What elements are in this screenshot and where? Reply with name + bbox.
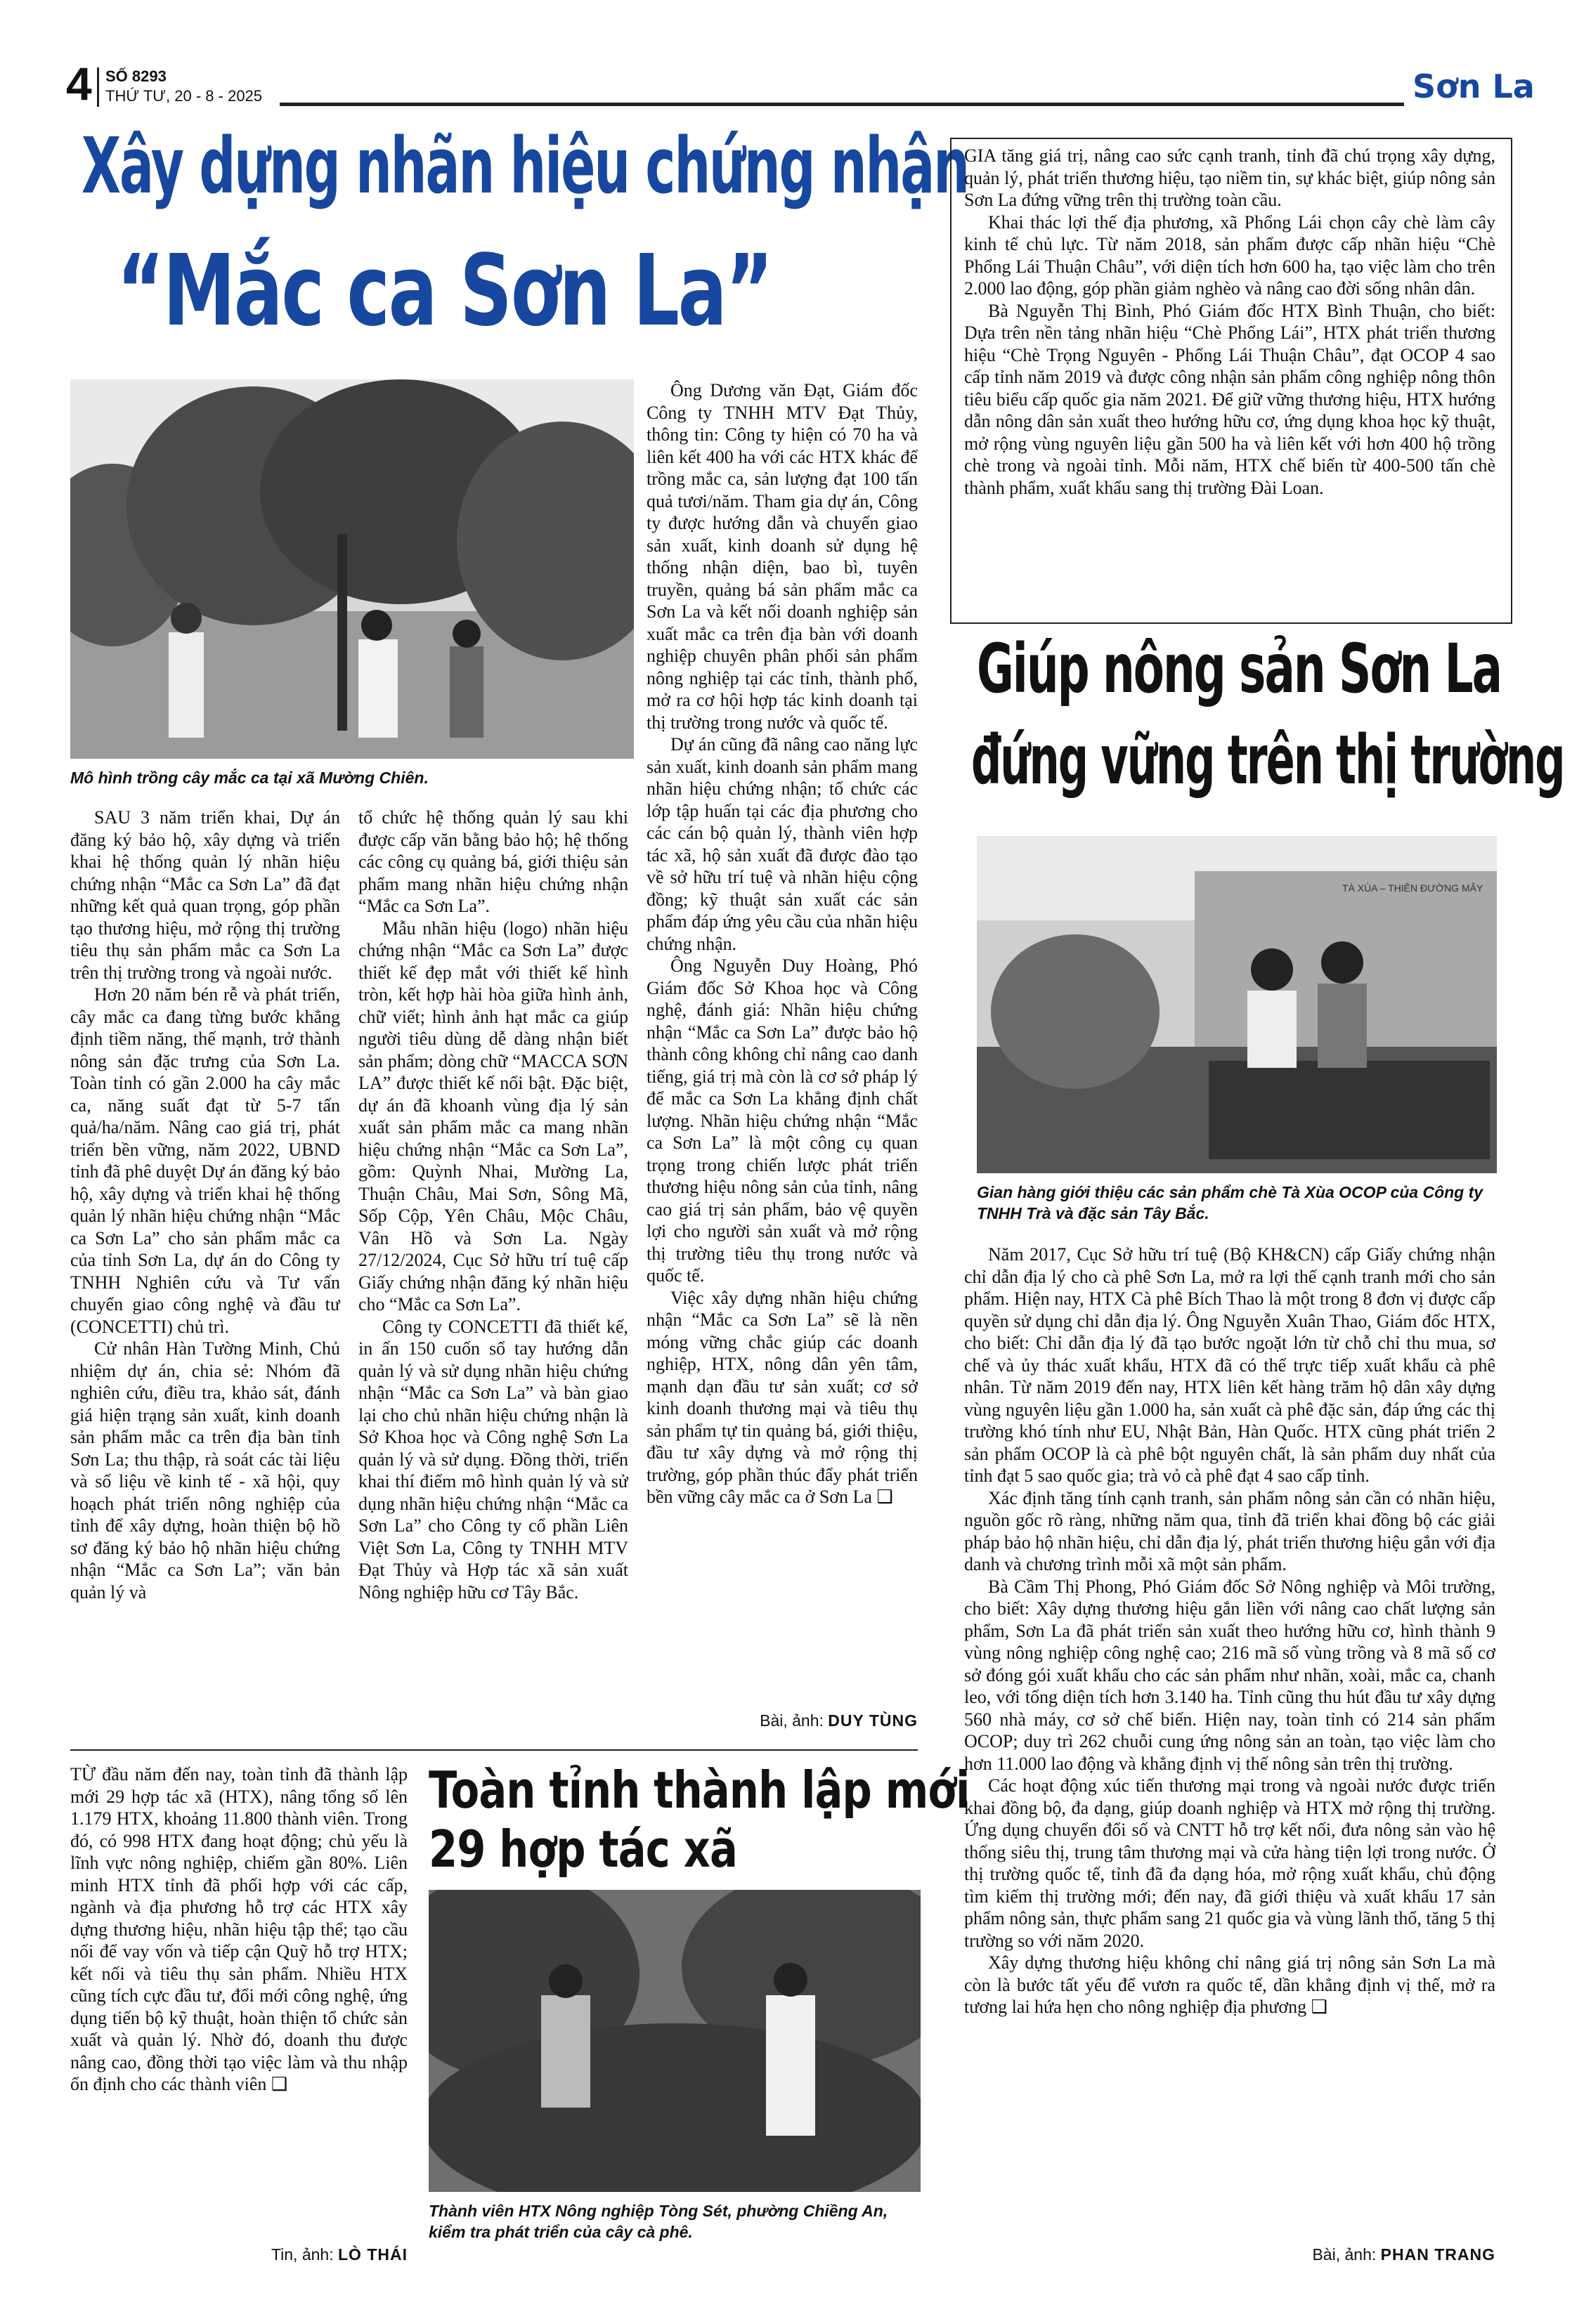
article1-col2-para-1: tổ chức hệ thống quản lý sau khi được cấp văn bằng bảo hộ; hệ thống các công cụ quảng bá, giới thiệu sản phẩm mang nhãn hiệu chứng nhận “Mắc ca Sơn La”. (358, 807, 628, 916)
article3-credit-name: PHAN TRANG (1380, 2245, 1495, 2264)
issue-date: THỨ TƯ, 20 - 8 - 2025 (105, 87, 263, 105)
article1-col3-para-3: Ông Nguyễn Duy Hoàng, Phó Giám đốc Sở Khoa học và Công nghệ, đánh giá: Nhãn hiệu chứng nhận “Mắc ca Sơn La” được bảo hộ thành công không chỉ nâng cao danh tiếng, giá trị mà còn là cơ sở pháp lý để mắc ca Sơn La khẳng định chất lượng. Nhãn hiệu chứng nhận “Mắc ca Sơn La” là một công cụ quan trọng trong chiến lược phát triển thương hiệu nông sản của tỉnh, nâng cao giá trị sản phẩm, bảo vệ quyền lợi cho người sản xuất và mở rộng thị trường tiêu thụ trong nước và quốc tế. (647, 955, 918, 1286)
article3-body-para-5: Xây dựng thương hiệu không chỉ nâng giá trị nông sản Sơn La mà còn là bước tất yếu để vươn ra quốc tế, dần khẳng định vị thế, mở ra tương lai hứa hẹn cho nông nghiệp địa phương ❑ (964, 1952, 1495, 2017)
article2-credit (70, 2245, 408, 2264)
article3-photo-caption: Gian hàng giới thiệu các sản phẩm chè Tà Xùa OCOP của Công ty TNHH Trà và đặc sản Tây Bắc. (977, 1183, 1483, 1222)
article3-body-para-1: Năm 2017, Cục Sở hữu trí tuệ (Bộ KH&CN) cấp Giấy chứng nhận chỉ dẫn địa lý cho cà phê Sơn La, mở ra lợi thế cạnh tranh mới cho sản phẩm. Hiện nay, HTX Cà phê Bích Thao là một trong 8 đơn vị được cấp quyền sử dụng chỉ dẫn địa lý. Ông Nguyễn Xuân Thao, Giám đốc HTX, cho biết: Chỉ dẫn địa lý đã tạo bước ngoặt lớn từ chỗ chỉ thu mua, sơ chế và ủy thác xuất khẩu, HTX đã có thể trực tiếp xuất khẩu cà phê nhân. Từ năm 2019 đến nay, HTX liên kết hàng trăm hộ dân xây dựng vùng nguyên liệu gần 1.000 ha, sản xuất cà phê đặc sản, đáp ứng các thị trường khó tính như EU, Nhật Bản, Hàn Quốc. HTX cũng phát triển 2 sản phẩm OCOP là cà phê bột nguyên chất, là sản phẩm duy nhất của tỉnh đạt 5 sao quốc gia; trà vỏ cà phê đạt 4 sao cấp tỉnh. (964, 1244, 1495, 1486)
issue-number: SỐ 8293 (105, 67, 167, 85)
article1-column-1 (70, 807, 340, 1741)
article1-col1-para-1: SAU 3 năm triển khai, Dự án đăng ký bảo hộ, xây dựng và triển khai hệ thống quản lý nhãn hiệu chứng nhận “Mắc ca Sơn La” đã đạt những kết quả quan trọng, góp phần tạo thương hiệu, mở rộng thị trường tiêu thụ sản phẩm mắc ca Sơn La trên thị trường trong và ngoài nước. (70, 807, 340, 983)
article3-credit (964, 2245, 1495, 2264)
section-name: Sơn La (1413, 67, 1535, 105)
coffee-farm-photo (429, 1890, 921, 2192)
article3-intro-para-2: Khai thác lợi thế địa phương, xã Phổng Lái chọn cây chè làm cây kinh tế chủ lực. Từ năm 2018, sản phẩm được cấp nhãn hiệu “Chè Phổng Lái Thuận Châu”, với diện tích hơn 600 ha, tạo việc làm cho trên 2.000 lao động, góp phần giảm nghèo và nâng cao đời sống nhân dân. (964, 211, 1495, 299)
article3-intro-para-3: Bà Nguyễn Thị Bình, Phó Giám đốc HTX Bình Thuận, cho biết: Dựa trên nền tảng nhãn hiệu “Chè Phổng Lái”, HTX phát triển thương hiệu “Chè Trọng Nguyên - Phổng Lái Thuận Châu”, đạt OCOP 4 sao cấp tỉnh năm 2019 và được công nhận sản phẩm công nghiệp nông thôn tiêu biểu cấp quốc gia năm 2021. Để giữ vững thương hiệu, HTX hướng dẫn nông dân sản xuất theo hướng hữu cơ, ứng dụng khoa học kỹ thuật, mở rộng vùng nguyên liệu gần 500 ha và liên kết với hơn 400 hộ trồng chè trong và ngoài tỉnh. Mỗi năm, HTX chế biến từ 400-500 tấn chè thành phẩm, xuất khẩu sang thị trường Đài Loan. (964, 300, 1495, 498)
article2-photo-caption: Thành viên HTX Nông nghiệp Tòng Sét, phường Chiềng An, kiểm tra phát triển của cây cà phê. (429, 2202, 888, 2241)
article1-credit-name: DUY TÙNG (828, 1711, 918, 1730)
article3-body-para-3: Bà Cầm Thị Phong, Phó Giám đốc Sở Nông nghiệp và Môi trường, cho biết: Xây dựng thương hiệu gắn liền với nâng cao chất lượng sản phẩm, Sơn La đã phát triển sản xuất theo hướng hữu cơ, hình thành 9 vùng nông nghiệp công nghệ cao; 216 mã số vùng trồng và 8 mã số cơ sở đóng gói xuất khẩu cho các sản phẩm như nhãn, xoài, mắc ca, chanh leo, với tổng diện tích hơn 3.140 ha. Tỉnh cũng thu hút đầu tư xây dựng 560 nhà máy, cơ sở chế biến. Hiện nay, toàn tỉnh có 214 sản phẩm OCOP; duy trì 262 chuỗi cung ứng nông sản an toàn, tạo việc làm cho hơn 11.000 lao động và khẳng định vị thế nông sản trên thị trường. (964, 1576, 1495, 1774)
article2-title-line2: 29 hợp tác xã (429, 1820, 738, 1879)
masthead-rule (280, 103, 1404, 106)
article1-column-3 (647, 379, 918, 1707)
article3-title-line2: đứng vững trên thị trường (971, 721, 1564, 799)
tea-booth-photo (977, 836, 1497, 1173)
macadamia-orchard-photo (70, 379, 634, 759)
article1-col3-para-2: Dự án cũng đã nâng cao năng lực sản xuất, kinh doanh sản phẩm mang nhãn hiệu chứng nhận; tổ chức các lớp tập huấn tại các địa phương cho các cán bộ quản lý, thành viên hợp tác xã, hộ sản xuất đã được đào tạo về sở hữu trí tuệ và nhãn hiệu cộng đồng; kỹ thuật sản xuất các sản phẩm đáp ứng yêu cầu của nhãn hiệu chứng nhận. (647, 734, 918, 954)
page-number: 4 (66, 58, 92, 110)
article1-photo-caption: Mô hình trồng cây mắc ca tại xã Mường Chiên. (70, 769, 429, 787)
article1-title-line2: “Mắc ca Sơn La” (117, 234, 772, 348)
article3-body (964, 1243, 1495, 2241)
article3-credit-prefix: Bài, ảnh: (1312, 2245, 1377, 2264)
article2-title-line1: Toàn tỉnh thành lập mới (429, 1761, 970, 1820)
article1-column-2 (358, 807, 628, 1741)
article3-body-para-4: Các hoạt động xúc tiến thương mại trong và ngoài nước được triển khai đồng bộ, đa dạng, giúp doanh nghiệp và HTX mở rộng thị trường. Ứng dụng chuyển đổi số và CNTT hỗ trợ kết nối, đưa nông sản vào hệ thống siêu thị, trung tâm thương mại và cửa hàng tiện lợi trong nước. Ở thị trường quốc tế, tỉnh đã đa dạng hóa, mở rộng xuất khẩu, chủ động tìm kiếm thị trường mới; đến nay, đã giới thiệu và xuất khẩu 17 sản phẩm nông sản, thực phẩm sang 21 quốc gia và vùng lãnh thổ, tăng 5 thị trường so với năm 2020. (964, 1775, 1495, 1951)
booth-banner-text: TÀ XÙA – THIÊN ĐƯỜNG MÂY (1342, 882, 1483, 894)
article3-intro (964, 145, 1495, 617)
article2-credit-name: LÒ THÁI (338, 2245, 408, 2264)
article1-col2-para-3: Công ty CONCETTI đã thiết kế, in ấn 150 cuốn sổ tay hướng dẫn quản lý và sử dụng nhãn hiệu chứng nhận “Mắc ca Sơn La” và bàn giao lại cho chủ nhãn hiệu chứng nhận là Sở Khoa học và Công nghệ Sơn La quản lý và sử dụng. Đồng thời, triển khai thí điểm mô hình quản lý và sử dụng nhãn hiệu chứng nhận “Mắc ca Sơn La” cho Công ty cổ phần Liên Việt Sơn La, Công ty TNHH MTV Đạt Thủy và Hợp tác xã sản xuất Nông nghiệp hữu cơ Tây Bắc. (358, 1316, 628, 1602)
section-divider (70, 1749, 918, 1751)
article1-col2-para-2: Mẫu nhãn hiệu (logo) nhãn hiệu chứng nhận “Mắc ca Sơn La” được thiết kế đẹp mắt với thiết kế hình tròn, kết hợp hài hòa giữa hình ảnh, chữ viết; hình ảnh hạt mắc ca giúp người tiêu dùng dễ dàng nhận biết sản phẩm; dòng chữ “MACCA SƠN LA” được thiết kế nổi bật. Đặc biệt, dự án đã khoanh vùng địa lý sản xuất sản phẩm mắc ca mang nhãn hiệu chứng nhận “Mắc ca Sơn La”, gồm: Quỳnh Nhai, Mường La, Thuận Châu, Mai Sơn, Sông Mã, Sốp Cộp, Yên Châu, Mộc Châu, Vân Hồ và Sơn La. Ngày 27/12/2024, Cục Sở hữu trí tuệ cấp Giấy chứng nhận đăng ký nhãn hiệu cho “Mắc ca Sơn La”. (358, 918, 628, 1314)
article2-credit-prefix: Tin, ảnh: (271, 2245, 334, 2264)
article1-col3-para-4: Việc xây dựng nhãn hiệu chứng nhận “Mắc ca Sơn La” sẽ là nền móng vững chắc giúp các doanh nghiệp, HTX, nông dân yên tâm, mạnh dạn đầu tư sản xuất; cơ sở kinh doanh thương mại và tiêu thụ sản phẩm tự tin quảng bá, giới thiệu, đầu tư xây dựng và mở rộng thị trường, góp phần thúc đẩy phát triển bền vững cây mắc ca ở Sơn La ❑ (647, 1287, 918, 1507)
article3-body-para-2: Xác định tăng tính cạnh tranh, sản phẩm nông sản cần có nhãn hiệu, nguồn gốc rõ ràng, những năm qua, tỉnh đã triển khai đồng bộ các giải pháp bảo hộ nhãn hiệu, chỉ dẫn địa lý, phát triển thương hiệu gắn với địa danh và chương trình mỗi xã một sản phẩm. (964, 1487, 1495, 1574)
article1-col1-para-3: Cử nhân Hàn Tường Minh, Chủ nhiệm dự án, chia sẻ: Nhóm đã nghiên cứu, điều tra, khảo sát, đánh giá hiện trạng sản xuất, kinh doanh sản phẩm mắc ca trên địa bàn tỉnh Sơn La; thu thập, rà soát các tài liệu và số liệu về kinh tế - xã hội, quy hoạch phát triển nông nghiệp của tỉnh để xây dựng, hoàn thiện bộ hồ sơ đăng ký bảo hộ nhãn hiệu chứng nhận “Mắc ca Sơn La”; văn bản quản lý và (70, 1338, 340, 1602)
article2-column-1 (70, 1763, 408, 2241)
masthead-divider (97, 67, 99, 107)
article3-intro-para-1: GIA tăng giá trị, nâng cao sức cạnh tranh, tỉnh đã chú trọng xây dựng, quản lý, phát triển thương hiệu, tạo niềm tin, sự khác biệt, giúp nông sản Sơn La đứng vững trên thị trường toàn cầu. (964, 145, 1495, 210)
article1-col3-para-1: Ông Dương văn Đạt, Giám đốc Công ty TNHH MTV Đạt Thủy, thông tin: Công ty hiện có 70 ha và liên kết 400 ha với các HTX khác để trồng mắc ca, sản lượng đạt 100 tấn quả tươi/năm. Tham gia dự án, Công ty được hướng dẫn và chuyển giao sản xuất, kinh doanh sử dụng hệ thống nhận diện, bao bì, tuyên truyền, quảng bá sản phẩm mắc ca Sơn La và kết nối doanh nghiệp sản xuất mắc ca trên địa bàn với doanh nghiệp chuyên phân phối sản phẩm nông nghiệp tại các tỉnh, thành phố, mở ra cơ hội hợp tác kinh doanh tại thị trường trong nước và quốc tế. (647, 380, 918, 733)
article2-para-1: TỪ đầu năm đến nay, toàn tỉnh đã thành lập mới 29 hợp tác xã (HTX), nâng tổng số lên 1.179 HTX, khoảng 11.800 thành viên. Trong đó, có 998 HTX đang hoạt động; chủ yếu là lĩnh vực nông nghiệp, chiếm gần 80%. Liên minh HTX tỉnh đã phối hợp với các cấp, ngành và địa phương hỗ trợ các HTX xây dựng thương hiệu, nhãn hiệu tập thể; tạo cầu nối để vay vốn và tiếp cận Quỹ hỗ trợ HTX; kết nối và tiêu thụ sản phẩm. Nhiều HTX cũng tích cực đầu tư, đổi mới công nghệ, ứng dụng tiến bộ kỹ thuật, hoàn thiện tổ chức sản xuất và quản lý. Nhờ đó, doanh thu được nâng cao, đồng thời tạo việc làm và thu nhập ổn định cho các thành viên ❑ (70, 1764, 408, 2094)
article1-credit-prefix: Bài, ảnh: (760, 1711, 824, 1730)
article1-credit (647, 1711, 918, 1730)
article1-col1-para-2: Hơn 20 năm bén rễ và phát triển, cây mắc ca đang từng bước khẳng định tiềm năng, thế mạnh, trở thành nông sản đặc trưng của Sơn La. Toàn tỉnh có gần 2.000 ha cây mắc ca, năng suất đạt từ 5-7 tấn quả/ha/năm. Nâng cao giá trị, phát triển bền vững, năm 2022, UBND tỉnh đã phê duyệt Dự án đăng ký bảo hộ, xây dựng và triển khai hệ thống quản lý nhãn hiệu chứng nhận “Mắc ca Sơn La” cho sản phẩm mắc ca của tỉnh Sơn La, dự án do Công ty TNHH Nghiên cứu và Tư vấn chuyển giao công nghệ và đầu tư (CONCETTI) chủ trì. (70, 984, 340, 1337)
article1-title-line1: Xây dựng nhãn hiệu chứng nhận (82, 121, 968, 211)
article3-title-line1: Giúp nông sản Sơn La (977, 629, 1502, 708)
